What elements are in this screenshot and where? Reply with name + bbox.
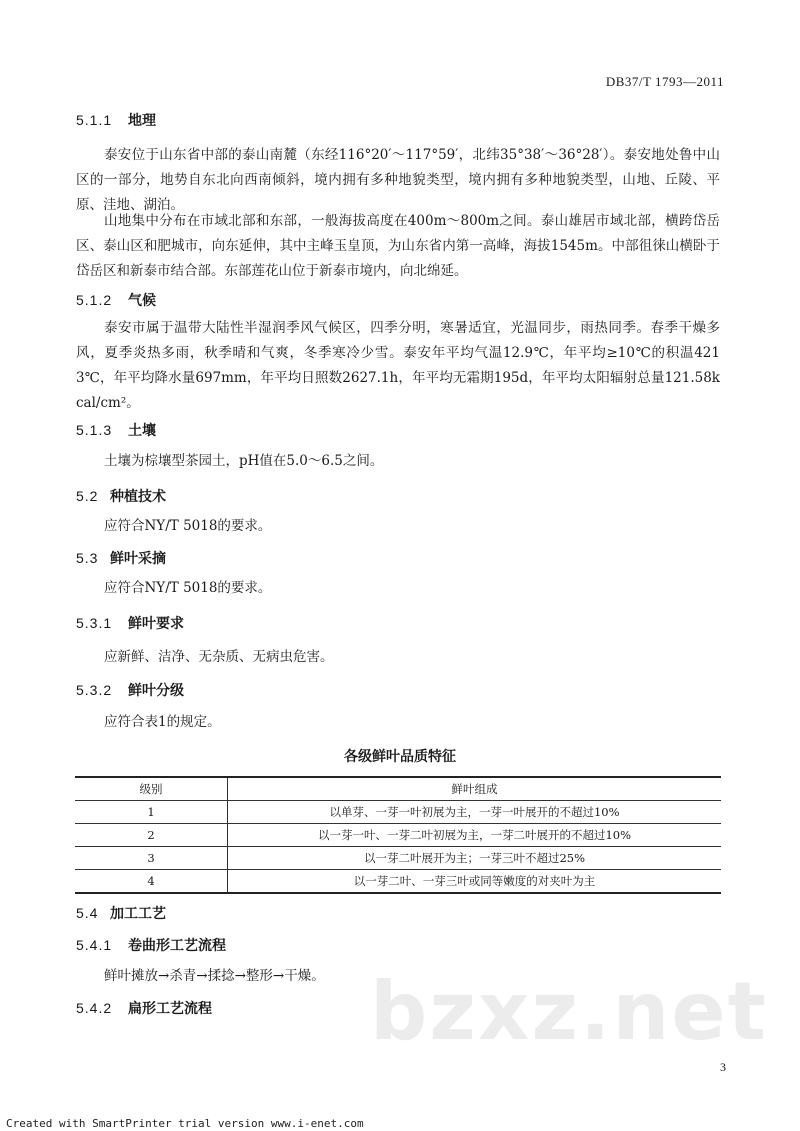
table-cell: 以单芽、一芽一叶初展为主，一芽一叶展开的不超过10% [228, 801, 722, 824]
heading-title: 鲜叶要求 [128, 616, 184, 632]
table-row [75, 870, 721, 894]
table-header-row [75, 777, 721, 801]
heading-5-3-2 [76, 680, 184, 700]
standard-number: DB37/T 1793—2011 [605, 74, 724, 89]
heading-title: 扁形工艺流程 [128, 1001, 212, 1017]
paragraph-leaf-grading: 应符合表1的规定。 [104, 714, 221, 730]
heading-5-3-1 [76, 613, 184, 633]
table-cell: 以一芽一叶、一芽二叶初展为主，一芽二叶展开的不超过10% [228, 824, 722, 847]
heading-title: 地理 [128, 113, 156, 129]
table-cell: 以一芽二叶展开为主；一芽三叶不超过25% [228, 847, 722, 870]
heading-5-1-3 [76, 420, 156, 440]
heading-number: 5.4.2 [76, 1000, 113, 1016]
heading-5-4-2 [76, 998, 212, 1018]
heading-5-1-1 [76, 110, 156, 130]
table-header-cell: 级别 [75, 777, 228, 801]
heading-number: 5.1.2 [76, 292, 113, 308]
heading-title: 土壤 [128, 423, 156, 439]
heading-5-4 [76, 903, 166, 923]
table-header-cell: 鲜叶组成 [228, 777, 722, 801]
heading-title: 加工工艺 [110, 906, 166, 922]
heading-5-3 [76, 548, 166, 568]
paragraph-climate: 泰安市属于温带大陆性半湿润季风气候区，四季分明，寒暑适宜，光温同步，雨热同季。春季干燥多风，夏季炎热多雨，秋季晴和气爽，冬季寒冷少雪。泰安年平均气温12.9℃，年平均≥10℃的积温4213℃，年平均降水量697mm，年平均日照数2627.1h，年平均无霜期195d，年平均太阳辐射总量121.58kcal/cm²。 [76, 320, 720, 411]
footer-credit: Created with SmartPrinter trial version www.i-enet.com [6, 1117, 364, 1130]
table-row [75, 847, 721, 870]
heading-title: 鲜叶采摘 [110, 551, 166, 567]
table-cell: 3 [75, 847, 228, 870]
heading-title: 气候 [128, 293, 156, 309]
heading-5-2 [76, 486, 166, 506]
page-number: 3 [720, 1060, 726, 1074]
heading-number: 5.4.1 [76, 937, 113, 953]
table-cell: 2 [75, 824, 228, 847]
table-cell: 4 [75, 870, 228, 894]
watermark: bzxz.net [370, 965, 768, 1058]
paragraph-geography-2: 山地集中分布在市域北部和东部，一般海拔高度在400m～800m之间。泰山雄居市域北部，横跨岱岳区、泰山区和肥城市，向东延伸，其中主峰玉皇顶，为山东省内第一高峰，海拔1545m。中部徂徕山横卧于岱岳区和新泰市结合部。东部莲花山位于新泰市境内，向北绵延。 [76, 213, 720, 279]
table-title: 各级鲜叶品质特征 [344, 749, 456, 765]
heading-number: 5.3 [76, 550, 99, 566]
table-row [75, 824, 721, 847]
heading-number: 5.4 [76, 905, 99, 921]
paragraph-curled-process: 鲜叶摊放→杀青→揉捻→整形→干燥。 [104, 968, 325, 984]
heading-5-1-2 [76, 290, 156, 310]
heading-title: 种植技术 [110, 489, 166, 505]
paragraph-leaf-requirements: 应新鲜、洁净、无杂质、无病虫危害。 [104, 649, 334, 665]
paragraph-picking: 应符合NY/T 5018的要求。 [104, 580, 272, 596]
table-cell: 1 [75, 801, 228, 824]
heading-title: 鲜叶分级 [128, 683, 184, 699]
heading-number: 5.1.1 [76, 112, 113, 128]
table-row [75, 801, 721, 824]
heading-5-4-1 [76, 935, 226, 955]
paragraph-soil: 土壤为棕壤型茶园土，pH值在5.0～6.5之间。 [104, 453, 384, 469]
leaf-grade-table [75, 776, 721, 894]
paragraph-geography-1: 泰安位于山东省中部的泰山南麓（东经116°20′～117°59′，北纬35°38′～36°28′）。泰安地处鲁中山区的一部分，地势自东北向西南倾斜，境内拥有多种地貌类型，境内拥有多种地貌类型，山地、丘陵、平原、洼地、湖泊。 [76, 147, 720, 213]
table-cell: 以一芽二叶、一芽三叶或同等嫩度的对夹叶为主 [228, 870, 722, 894]
heading-title: 卷曲形工艺流程 [128, 938, 226, 954]
heading-number: 5.1.3 [76, 422, 113, 438]
paragraph-planting: 应符合NY/T 5018的要求。 [104, 518, 272, 534]
heading-number: 5.2 [76, 488, 99, 504]
heading-number: 5.3.1 [76, 615, 113, 631]
heading-number: 5.3.2 [76, 682, 113, 698]
